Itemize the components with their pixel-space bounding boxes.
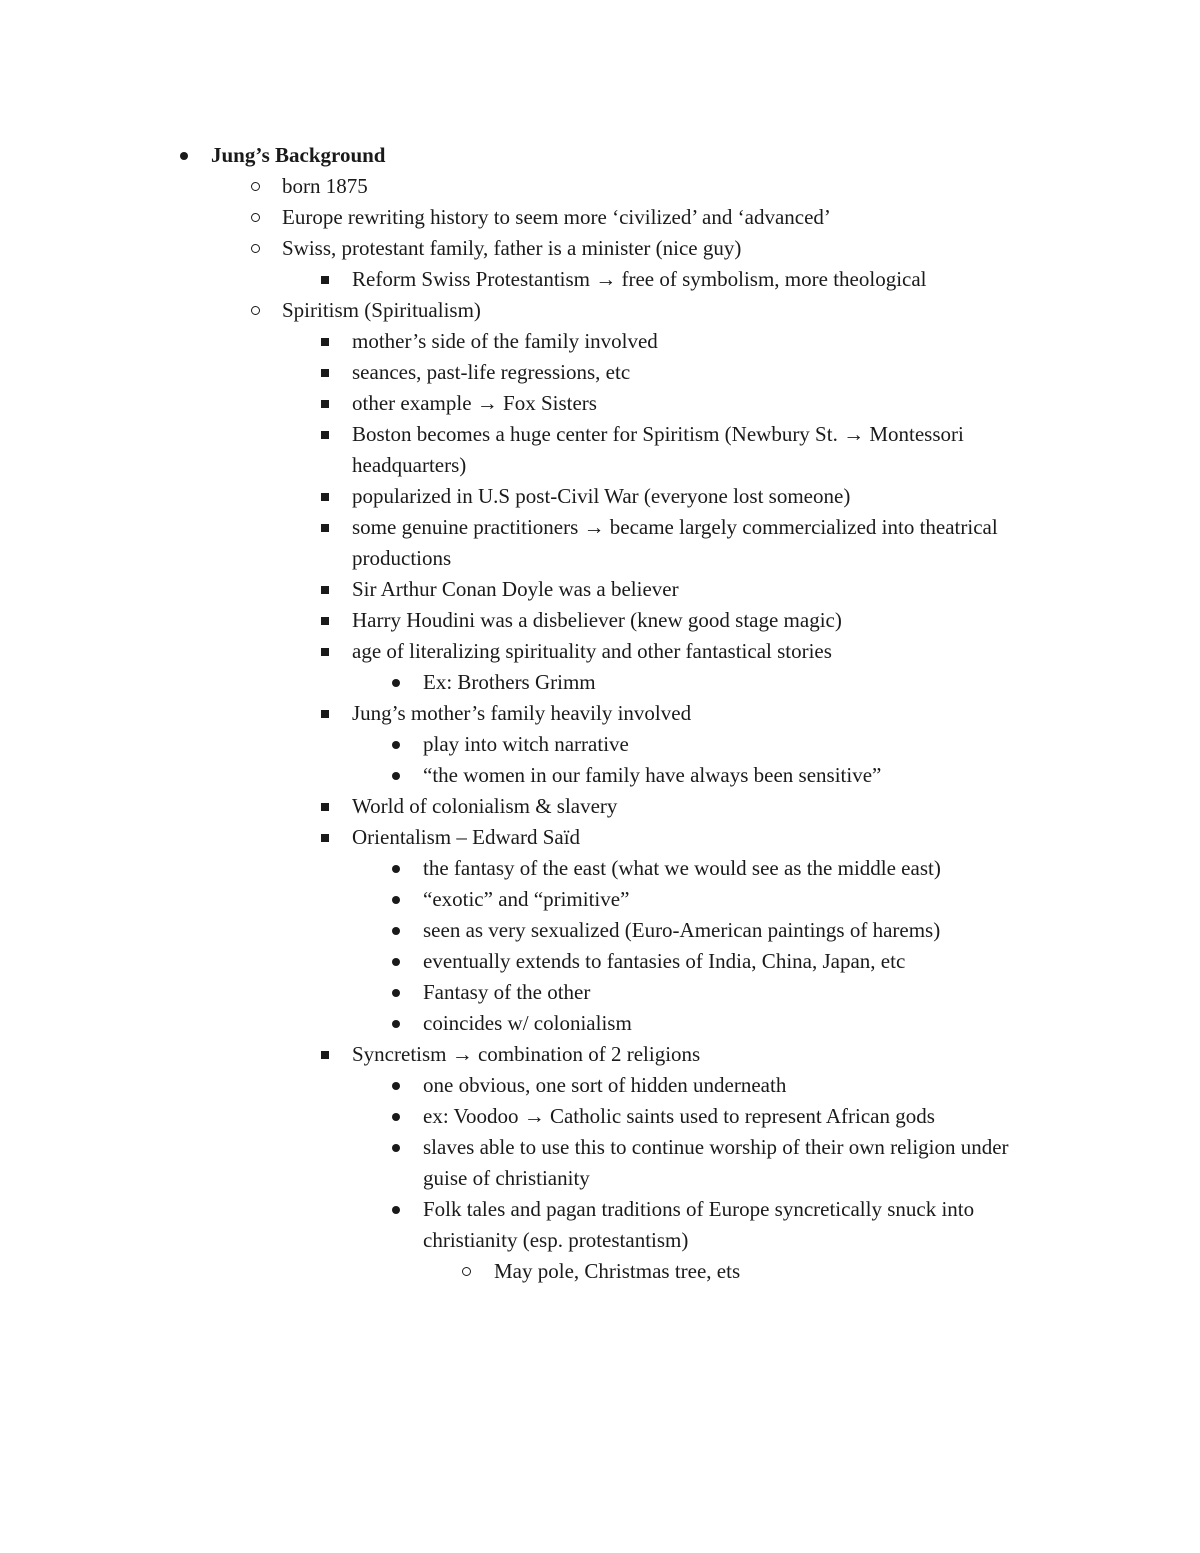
outline-item-text: seen as very sexualized (Euro-American paintings of harems) — [423, 918, 941, 942]
disc-bullet-icon — [386, 1008, 406, 1039]
circle-bullet-icon — [456, 1256, 476, 1287]
outline-item-level-4 — [0, 1101, 1200, 1132]
outline-item-text: Jung’s Background — [211, 143, 386, 167]
outline-item-level-4 — [0, 1194, 1200, 1256]
outline-item-level-3 — [0, 822, 1200, 853]
square-bullet-icon — [315, 264, 335, 295]
square-bullet-icon — [315, 357, 335, 388]
square-bullet-icon — [315, 326, 335, 357]
outline-item-text: one obvious, one sort of hidden underneath — [423, 1073, 787, 1097]
square-bullet-icon — [315, 822, 335, 853]
outline-item-level-2 — [0, 295, 1200, 326]
outline-item-level-3 — [0, 636, 1200, 667]
outline-item-text: Spiritism (Spiritualism) — [282, 298, 481, 322]
outline-item-text: Boston becomes a huge center for Spiritism (Newbury St. → Montessori headquarters) — [352, 422, 964, 477]
outline-item-level-3 — [0, 512, 1200, 574]
disc-bullet-icon — [386, 946, 406, 977]
outline-item-level-4 — [0, 1008, 1200, 1039]
outline-item-text: ex: Voodoo → Catholic saints used to represent African gods — [423, 1104, 935, 1128]
outline-item-level-2 — [0, 202, 1200, 233]
outline-item-text: other example → Fox Sisters — [352, 391, 597, 415]
outline-item-level-3 — [0, 326, 1200, 357]
outline-item-text: mother’s side of the family involved — [352, 329, 658, 353]
disc-bullet-icon — [386, 1070, 406, 1101]
outline-item-level-4 — [0, 915, 1200, 946]
outline-item-level-4 — [0, 760, 1200, 791]
outline-item-level-4 — [0, 729, 1200, 760]
disc-bullet-icon — [386, 1132, 406, 1163]
square-bullet-icon — [315, 1039, 335, 1070]
disc-bullet-icon — [386, 915, 406, 946]
disc-bullet-icon — [386, 1101, 406, 1132]
outline-item-level-3 — [0, 357, 1200, 388]
outline-item-level-4 — [0, 667, 1200, 698]
disc-bullet-icon — [386, 853, 406, 884]
disc-bullet-icon — [386, 667, 406, 698]
outline-item-text: “exotic” and “primitive” — [423, 887, 630, 911]
outline-item-text: seances, past-life regressions, etc — [352, 360, 631, 384]
outline-item-level-2 — [0, 171, 1200, 202]
square-bullet-icon — [315, 419, 335, 450]
outline-item-text: “the women in our family have always been sensitive” — [423, 763, 882, 787]
disc-bullet-icon — [386, 1194, 406, 1225]
outline-item-level-3 — [0, 388, 1200, 419]
outline-item-level-5 — [0, 1256, 1200, 1287]
square-bullet-icon — [315, 698, 335, 729]
outline-item-text: Jung’s mother’s family heavily involved — [352, 701, 692, 725]
outline-item-level-4 — [0, 1132, 1200, 1194]
outline-item-level-4 — [0, 977, 1200, 1008]
outline-item-level-4 — [0, 1070, 1200, 1101]
outline-item-text: Folk tales and pagan traditions of Europe syncretically snuck into christianity (esp. protestantism) — [423, 1197, 975, 1252]
disc-bullet-icon — [386, 884, 406, 915]
outline-item-level-4 — [0, 853, 1200, 884]
disc-bullet-icon — [386, 729, 406, 760]
outline-item-level-1 — [0, 140, 1200, 171]
circle-bullet-icon — [245, 171, 265, 202]
outline-item-text: the fantasy of the east (what we would see as the middle east) — [423, 856, 941, 880]
disc-bullet-icon — [174, 140, 194, 171]
outline-item-level-3 — [0, 419, 1200, 481]
outline-item-text: Swiss, protestant family, father is a minister (nice guy) — [282, 236, 742, 260]
outline-item-level-4 — [0, 946, 1200, 977]
outline-item-text: age of literalizing spirituality and other fantastical stories — [352, 639, 832, 663]
outline-item-text: eventually extends to fantasies of India, China, Japan, etc — [423, 949, 906, 973]
square-bullet-icon — [315, 512, 335, 543]
outline-item-level-3 — [0, 574, 1200, 605]
outline-item-text: Sir Arthur Conan Doyle was a believer — [352, 577, 679, 601]
outline-item-text: popularized in U.S post-Civil War (everyone lost someone) — [352, 484, 851, 508]
outline-item-text: some genuine practitioners → became largely commercialized into theatrical productions — [352, 515, 998, 570]
outline-item-level-3 — [0, 1039, 1200, 1070]
outline-item-text: Fantasy of the other — [423, 980, 591, 1004]
outline-item-text: Syncretism → combination of 2 religions — [352, 1042, 701, 1066]
outline-item-level-3 — [0, 698, 1200, 729]
outline-item-level-3 — [0, 605, 1200, 636]
outline-item-text: born 1875 — [282, 174, 368, 198]
outline-item-text: Harry Houdini was a disbeliever (knew good stage magic) — [352, 608, 842, 632]
outline-item-text: play into witch narrative — [423, 732, 629, 756]
circle-bullet-icon — [245, 295, 265, 326]
notes-outline — [0, 140, 1200, 1287]
square-bullet-icon — [315, 574, 335, 605]
outline-item-text: Europe rewriting history to seem more ‘civilized’ and ‘advanced’ — [282, 205, 831, 229]
outline-item-text: coincides w/ colonialism — [423, 1011, 632, 1035]
outline-item-level-3 — [0, 264, 1200, 295]
outline-item-level-3 — [0, 791, 1200, 822]
outline-item-level-3 — [0, 481, 1200, 512]
outline-item-level-2 — [0, 233, 1200, 264]
circle-bullet-icon — [245, 233, 265, 264]
outline-item-text: Reform Swiss Protestantism → free of symbolism, more theological — [352, 267, 927, 291]
outline-item-text: Ex: Brothers Grimm — [423, 670, 596, 694]
square-bullet-icon — [315, 388, 335, 419]
outline-item-text: May pole, Christmas tree, ets — [494, 1259, 741, 1283]
outline-item-text: World of colonialism & slavery — [352, 794, 618, 818]
outline-item-level-4 — [0, 884, 1200, 915]
square-bullet-icon — [315, 481, 335, 512]
square-bullet-icon — [315, 605, 335, 636]
outline-item-text: Orientalism – Edward Saïd — [352, 825, 581, 849]
outline-item-text: slaves able to use this to continue worship of their own religion under guise of christianity — [423, 1135, 1009, 1190]
circle-bullet-icon — [245, 202, 265, 233]
square-bullet-icon — [315, 636, 335, 667]
disc-bullet-icon — [386, 760, 406, 791]
square-bullet-icon — [315, 791, 335, 822]
disc-bullet-icon — [386, 977, 406, 1008]
